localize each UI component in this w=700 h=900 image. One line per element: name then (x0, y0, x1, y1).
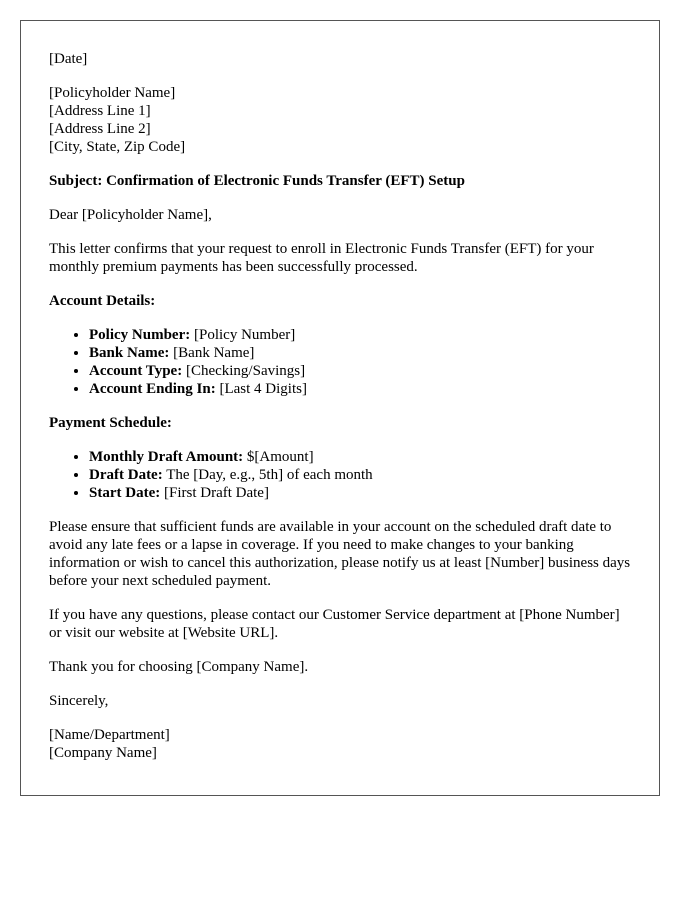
policy-number-value: [Policy Number] (190, 327, 296, 343)
list-item (89, 448, 631, 466)
closing: Sincerely, (49, 693, 109, 709)
draft-amount-label: Monthly Draft Amount: (89, 449, 244, 465)
policy-number-label: Policy Number: (89, 327, 191, 343)
bank-name-label: Bank Name: (89, 345, 170, 361)
draft-amount-value: $[Amount] (243, 449, 314, 465)
signature-name-department: [Name/Department] (49, 727, 170, 743)
bank-name-value: [Bank Name] (169, 345, 255, 361)
account-type-label: Account Type: (89, 363, 183, 379)
draft-date-value: The [Day, e.g., 5th] of each month (162, 467, 373, 483)
recipient-city-state-zip: [City, State, Zip Code] (49, 139, 186, 155)
draft-date-label: Draft Date: (89, 467, 163, 483)
account-details-heading: Account Details: (49, 293, 156, 309)
list-item (89, 326, 631, 344)
subject-line: Subject: Confirmation of Electronic Funds Transfer (EFT) Setup (49, 173, 465, 189)
thanks-paragraph: Thank you for choosing [Company Name]. (49, 659, 309, 675)
recipient-name: [Policyholder Name] (49, 85, 176, 101)
notice-paragraph: Please ensure that sufficient funds are available in your account on the scheduled draft date to avoid any late fees or a lapse in coverage. If you need to make changes to your banking information or wish to cancel this authorization, please notify us at least [Number] business days before your next scheduled payment. (49, 519, 631, 589)
account-ending-value: [Last 4 Digits] (215, 381, 307, 397)
account-details-list (49, 326, 631, 398)
account-type-value: [Checking/Savings] (182, 363, 306, 379)
list-item (89, 344, 631, 362)
signature-block (49, 726, 631, 762)
letter-page (20, 20, 660, 796)
start-date-value: [First Draft Date] (160, 485, 269, 501)
account-ending-label: Account Ending In: (89, 381, 216, 397)
recipient-address-block (49, 84, 631, 156)
contact-paragraph: If you have any questions, please contact our Customer Service department at [Phone Number] or visit our website at [Website URL]. (49, 607, 620, 641)
list-item (89, 466, 631, 484)
recipient-address-line-1: [Address Line 1] (49, 103, 151, 119)
intro-paragraph: This letter confirms that your request to enroll in Electronic Funds Transfer (EFT) for your monthly premium payments has been successfully processed. (49, 241, 594, 275)
recipient-address-line-2: [Address Line 2] (49, 121, 151, 137)
list-item (89, 484, 631, 502)
start-date-label: Start Date: (89, 485, 161, 501)
signature-company: [Company Name] (49, 745, 157, 761)
list-item (89, 362, 631, 380)
list-item (89, 380, 631, 398)
salutation: Dear [Policyholder Name], (49, 207, 212, 223)
date-line: [Date] (49, 51, 88, 67)
payment-schedule-list (49, 448, 631, 502)
payment-schedule-heading: Payment Schedule: (49, 415, 172, 431)
